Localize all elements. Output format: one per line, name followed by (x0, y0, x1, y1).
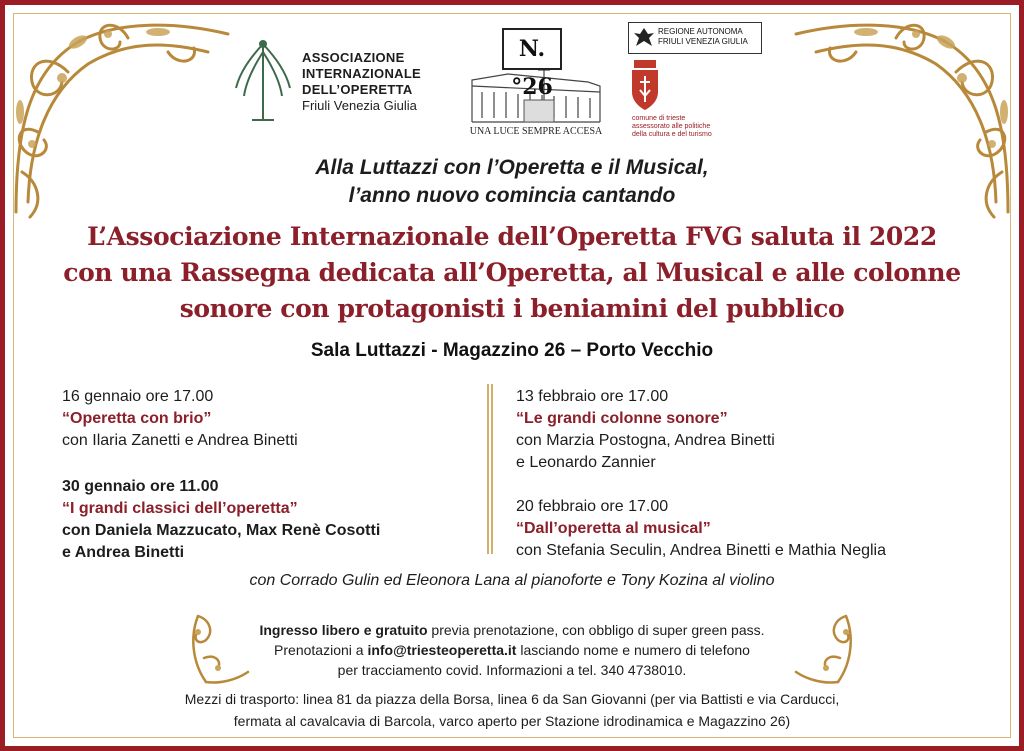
event-title: “Operetta con brio” (62, 410, 212, 427)
association-logo (230, 38, 440, 128)
event-2 (62, 476, 380, 564)
magazzino26-logo (468, 22, 604, 140)
trieste-crest-icon (630, 60, 660, 112)
event-date: 20 febbraio ore 17.00 (516, 498, 669, 515)
event-date: 16 gennaio ore 17.00 (62, 388, 214, 405)
headline-line2: con una Rassegna dedicata all’Operetta, al Musical e alle colonne (63, 258, 961, 287)
musicians-credit: con Corrado Gulin ed Eleonora Lana al pianoforte e Tony Kozina al violino (249, 572, 775, 589)
entry-line (180, 620, 844, 640)
association-name-line2: INTERNAZIONALE (302, 66, 422, 81)
column-divider (487, 384, 493, 554)
transport-info (0, 688, 1024, 732)
booking-prefix: Prenotazioni a (274, 642, 368, 658)
headline-line1: L’Associazione Internazionale dell’Operetta FVG saluta il 2022 (87, 222, 937, 251)
event-cast: con Marzia Postogna, Andrea Binetti (516, 432, 775, 449)
tree-emblem-icon (230, 38, 296, 126)
event-cast: con Stefania Seculin, Andrea Binetti e Mathia Neglia (516, 542, 887, 559)
event-title: “Le grandi colonne sonore” (516, 410, 728, 427)
association-region: Friuli Venezia Giulia (302, 98, 417, 113)
region-name-line2: FRIULI VENEZIA GIULIA (658, 37, 748, 46)
eagle-icon (632, 25, 656, 49)
event-cast-continued: e Leonardo Zannier (516, 454, 656, 471)
region-logo (628, 22, 764, 58)
event-3 (516, 386, 775, 474)
headline-line3: sonore con protagonisti i beniamini del pubblico (179, 294, 845, 323)
comune-office-line2: della cultura e del turismo (632, 131, 712, 138)
event-1 (62, 386, 298, 452)
association-name-line1: ASSOCIAZIONE (302, 50, 405, 65)
event-title: “Dall’operetta al musical” (516, 520, 711, 537)
event-cast: con Ilaria Zanetti e Andrea Binetti (62, 432, 298, 449)
entry-free-label: Ingresso libero e gratuito (259, 622, 428, 638)
booking-suffix: lasciando nome e numero di telefono (516, 642, 750, 658)
booking-email[interactable]: info@triesteoperetta.it (367, 642, 517, 658)
n26-tagline: UNA LUCE SEMPRE ACCESA (469, 126, 603, 137)
region-name-line1: REGIONE AUTONOMA (658, 27, 743, 36)
tracking-line: per tracciamento covid. Informazioni a tel. 340 4738010. (337, 662, 687, 678)
association-name-line3: DELL’OPERETTA (302, 82, 413, 97)
subtitle-line2: l’anno nuovo comincia cantando (348, 184, 676, 207)
entry-conditions: previa prenotazione, con obbligo di super green pass. (427, 622, 765, 638)
event-cast-continued: e Andrea Binetti (62, 544, 185, 561)
comune-trieste-logo (628, 60, 748, 145)
event-cast: con Daniela Mazzucato, Max Renè Cosotti (62, 522, 381, 539)
booking-line (180, 640, 844, 660)
subtitle-line1: Alla Luttazzi con l’Operetta e il Musical, (315, 156, 709, 179)
event-date: 30 gennaio ore 11.00 (62, 478, 219, 495)
event-date: 13 febbraio ore 17.00 (516, 388, 669, 405)
n26-badge: N.°26 (502, 28, 562, 70)
comune-office-line1: assessorato alle politiche (632, 123, 711, 130)
comune-name: comune di trieste (632, 115, 686, 122)
transport-line2: fermata al cavalcavia di Barcola, varco aperto per Stazione idrodinamica e Magazzino 26) (233, 713, 791, 729)
transport-line1: Mezzi di trasporto: linea 81 da piazza della Borsa, linea 6 da San Giovanni (per via Battisti e via Carducci, (184, 691, 840, 707)
venue: Sala Luttazzi - Magazzino 26 – Porto Vecchio (310, 340, 714, 361)
event-4 (516, 496, 886, 562)
info-block (180, 620, 844, 680)
event-title: “I grandi classici dell’operetta” (62, 500, 298, 517)
